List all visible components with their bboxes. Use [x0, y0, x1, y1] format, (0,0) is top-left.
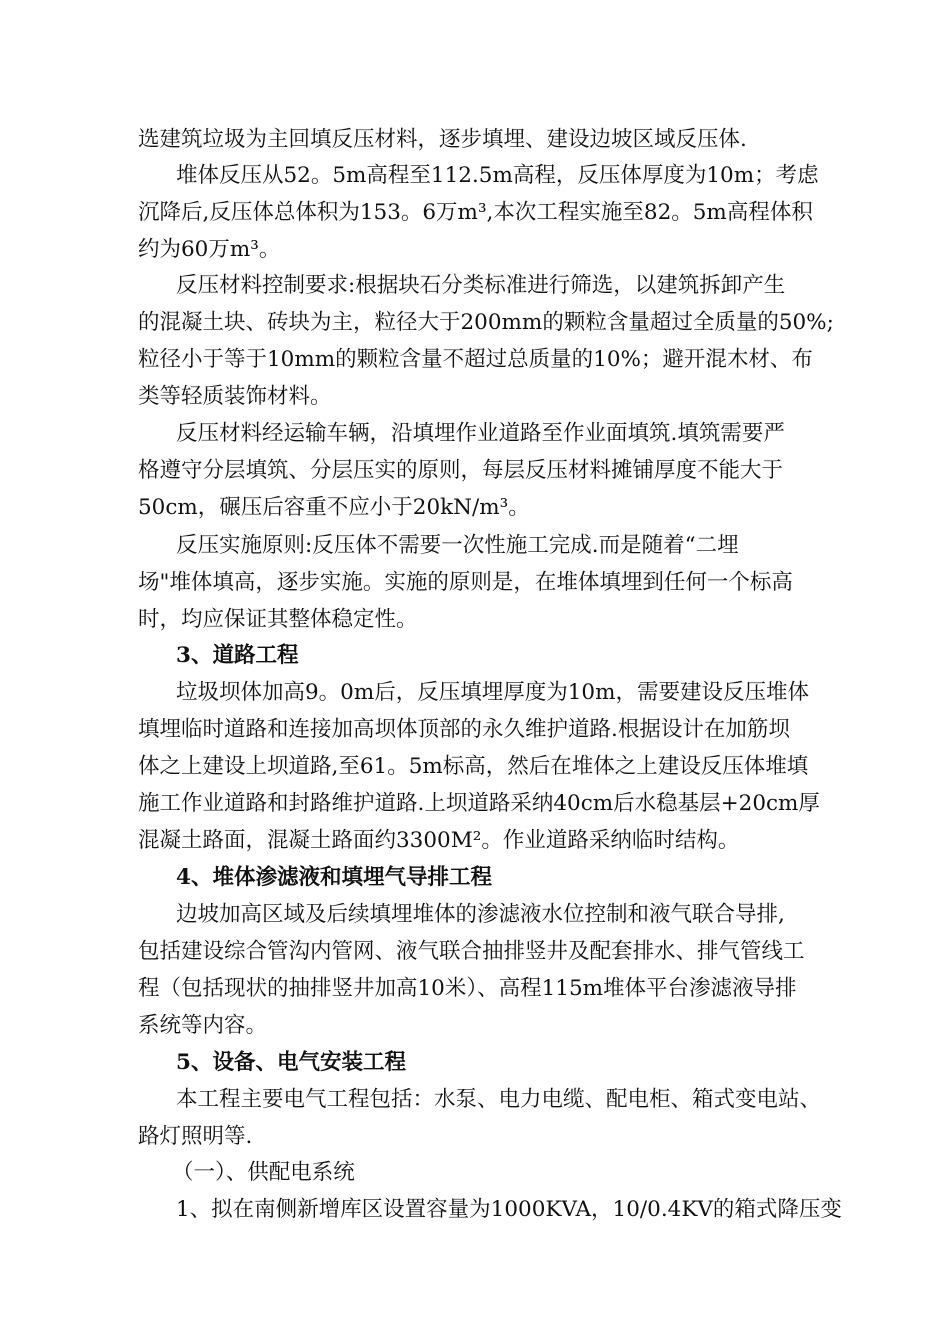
- text-line: 垃圾坝体加高9。0m后，反压填埋厚度为10m，需要建设反压堆体: [176, 680, 809, 705]
- section-heading-leachate: 4、堆体渗滤液和填埋气导排工程: [176, 865, 492, 890]
- text-line: 施工作业道路和封路维护道路.上坝道路采纳40cm后水稳基层+20cm厚: [138, 791, 820, 816]
- text-line: 场"堆体填高，逐步实施。实施的原则是，在堆体填埋到任何一个标高: [138, 570, 793, 595]
- text-line: 沉降后,反压体总体积为153。6万m³,本次工程实施至82。5m高程体积: [138, 200, 813, 225]
- text-line: 程（包括现状的抽排竖井加高10米）、高程115m堆体平台渗滤液导排: [138, 976, 797, 1001]
- paragraph-transport-filling: [138, 415, 838, 526]
- text-line: 混凝土路面，混凝土路面约3300M²。作业道路采纳临时结构。: [138, 828, 740, 853]
- text-line: 包括建设综合管沟内管网、液气联合抽排竖井及配套排水、排气管线工: [138, 939, 805, 964]
- text-line: 系统等内容。: [138, 1013, 268, 1038]
- text-line: 反压材料控制要求:根据块石分类标准进行筛选，以建筑拆卸产生: [176, 273, 786, 298]
- subsection-heading-power-supply: （一）、供配电系统: [172, 1160, 355, 1185]
- text-line: 时，均应保证其整体稳定性。: [138, 607, 418, 632]
- text-line: 的混凝土块、砖块为主，粒径大于200mm的颗粒含量超过全质量的50%;: [138, 310, 834, 335]
- text-line: 粒径小于等于10mm的颗粒含量不超过总质量的10%；避开混木材、布: [138, 347, 813, 372]
- text-line: 格遵守分层填筑、分层压实的原则，每层反压材料摊铺厚度不能大于: [138, 458, 784, 483]
- text-line: 选建筑垃圾为主回填反压材料，逐步填埋、建设边坡区域反压体.: [138, 127, 747, 152]
- text-line: 边坡加高区域及后续填埋堆体的渗滤液水位控制和液气联合导排,: [176, 902, 785, 927]
- text-line: 路灯照明等.: [138, 1124, 253, 1149]
- paragraph-material-requirements: [138, 267, 838, 415]
- paragraph-backfill-height: [138, 157, 838, 268]
- text-line: 堆体反压从52。5m高程至112.5m高程，反压体厚度为10m；考虑: [176, 163, 819, 188]
- text-line: 约为60万m³。: [138, 237, 281, 262]
- paragraph-implementation-principle: [138, 527, 838, 638]
- paragraph-intro: [138, 121, 838, 158]
- paragraph-road-works: [138, 674, 838, 859]
- text-line: 类等轻质装饰材料。: [138, 384, 332, 409]
- section-heading-electrical: 5、设备、电气安装工程: [176, 1050, 406, 1075]
- paragraph-transformer: [138, 1191, 842, 1228]
- text-line: 体之上建设上坝道路,至61。5m标高，然后在堆体之上建设反压体堆填: [138, 754, 809, 779]
- text-line: 50cm，碾压后容重不应小于20kN/m³。: [138, 495, 530, 520]
- text-line: 本工程主要电气工程包括：水泵、电力电缆、配电柜、箱式变电站、: [176, 1087, 822, 1112]
- section-heading-road: 3、道路工程: [176, 643, 299, 668]
- paragraph-electrical-works: [138, 1081, 838, 1155]
- text-line: 反压材料经运输车辆，沿填埋作业道路至作业面填筑.填筑需要严: [176, 421, 785, 446]
- text-line: 填埋临时道路和连接加高坝体顶部的永久维护道路.根据设计在加筋坝: [138, 717, 790, 742]
- text-line: 反压实施原则:反压体不需要一次性施工完成.而是随着“二埋: [176, 533, 739, 558]
- paragraph-leachate-gas: [138, 896, 838, 1044]
- text-line: 1、拟在南侧新增库区设置容量为1000KVA，10/0.4KV的箱式降压变: [176, 1197, 842, 1222]
